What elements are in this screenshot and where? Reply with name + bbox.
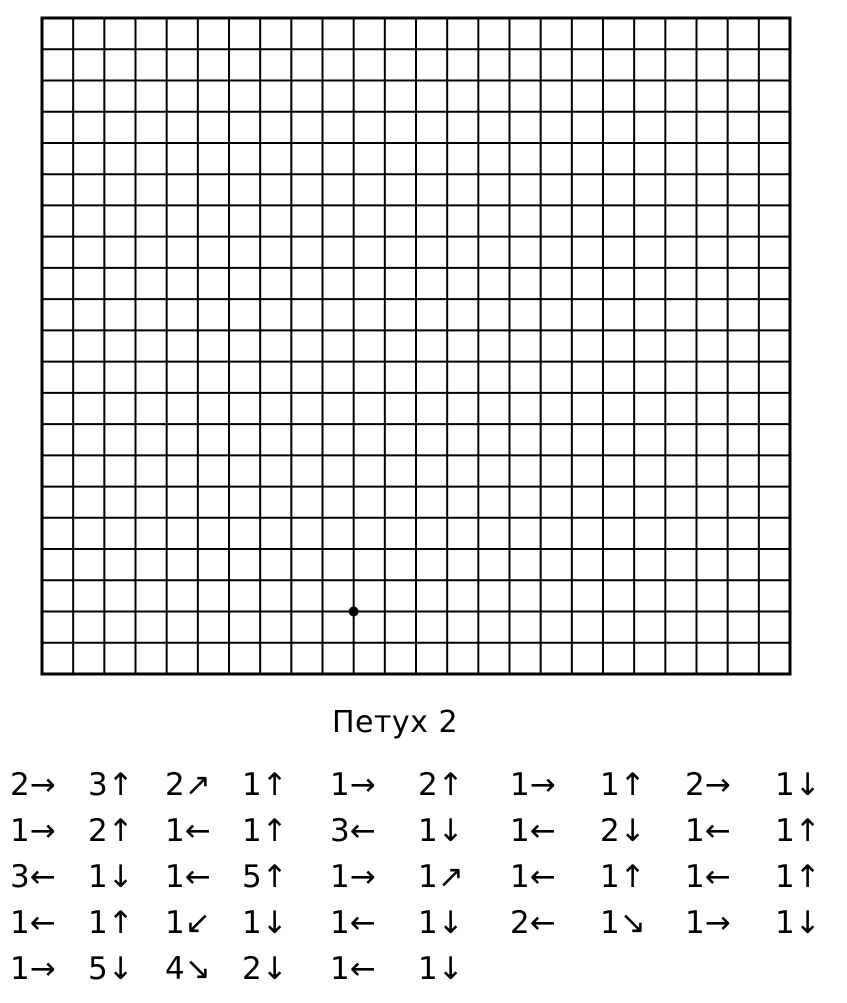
command-step: 1↑	[242, 813, 288, 849]
command-step: 5↑	[242, 859, 288, 895]
command-step: 3↑	[88, 767, 134, 803]
command-step: 1↓	[418, 905, 464, 941]
command-step: 1←	[330, 905, 376, 941]
command-step: 1←	[165, 813, 211, 849]
command-step: 1↓	[88, 859, 134, 895]
command-step: 1←	[330, 951, 376, 987]
command-step: 1←	[165, 859, 211, 895]
command-step: 1↗	[418, 859, 464, 895]
command-row	[10, 946, 840, 992]
command-step: 1↓	[242, 905, 288, 941]
command-step: 1↑	[88, 905, 134, 941]
command-step: 1→	[330, 767, 376, 803]
command-step: 1↓	[775, 767, 821, 803]
command-step: 2↑	[88, 813, 134, 849]
command-step: 1←	[685, 859, 731, 895]
command-step: 2↓	[600, 813, 646, 849]
command-step: 2↑	[418, 767, 464, 803]
command-step: 1→	[10, 813, 56, 849]
command-step: 1↓	[418, 813, 464, 849]
command-step: 2↓	[242, 951, 288, 987]
command-step: 1↑	[775, 813, 821, 849]
command-row	[10, 762, 840, 808]
command-step: 1←	[10, 905, 56, 941]
command-row	[10, 900, 840, 946]
command-step: 1↓	[418, 951, 464, 987]
command-step: 2→	[10, 767, 56, 803]
command-row	[10, 808, 840, 854]
command-step: 1←	[510, 859, 556, 895]
command-step: 3←	[10, 859, 56, 895]
command-list	[10, 762, 840, 992]
command-step: 2↗	[165, 767, 211, 803]
command-step: 1↑	[600, 767, 646, 803]
command-step: 1→	[510, 767, 556, 803]
command-step: 3←	[330, 813, 376, 849]
command-step: 1←	[685, 813, 731, 849]
command-step: 1↓	[775, 905, 821, 941]
command-step: 1→	[330, 859, 376, 895]
command-step: 2→	[685, 767, 731, 803]
command-row	[10, 854, 840, 900]
puzzle-title: Петух 2	[331, 705, 459, 740]
command-step: 2←	[510, 905, 556, 941]
start-point-dot	[349, 607, 359, 617]
command-step: 1←	[510, 813, 556, 849]
command-step: 1↑	[775, 859, 821, 895]
command-step: 1→	[10, 951, 56, 987]
command-step: 1↘	[600, 905, 646, 941]
command-step: 1↑	[242, 767, 288, 803]
command-step: 1↙	[165, 905, 211, 941]
command-step: 4↘	[165, 951, 211, 987]
command-step: 5↓	[88, 951, 134, 987]
command-step: 1↑	[600, 859, 646, 895]
command-step: 1→	[685, 905, 731, 941]
